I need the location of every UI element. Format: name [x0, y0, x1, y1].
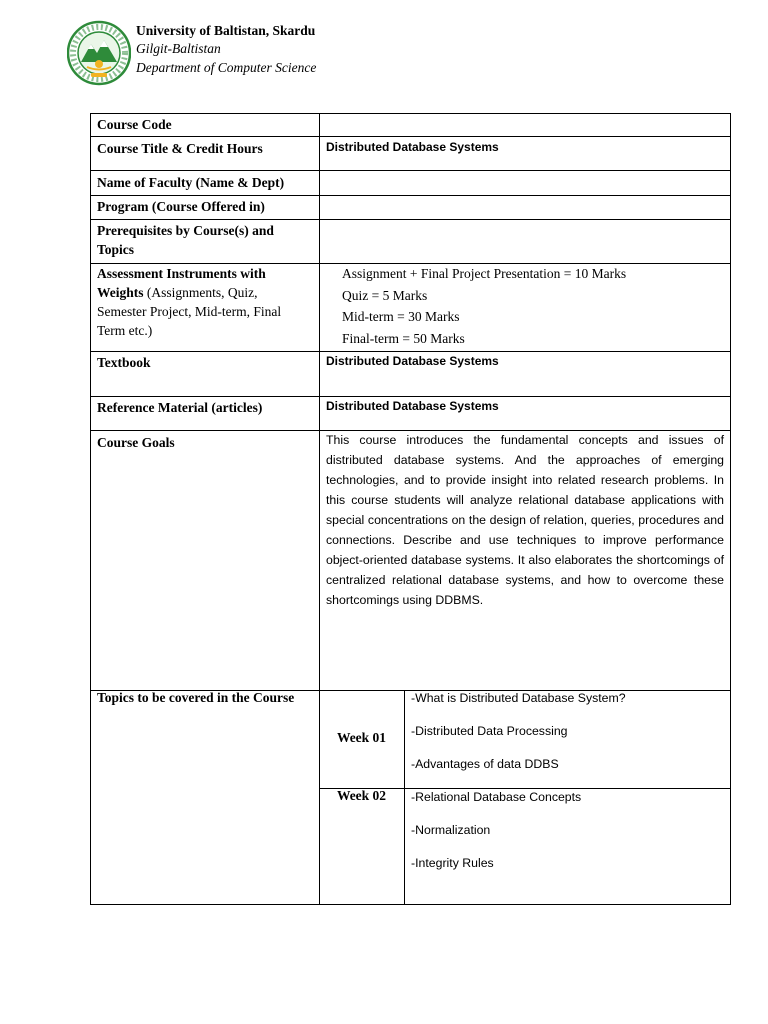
- assessment-label: [97, 264, 281, 340]
- textbook-label: Textbook: [97, 355, 151, 370]
- faculty-label: Name of Faculty (Name & Dept): [97, 175, 285, 190]
- assessment-label-line: [97, 283, 281, 302]
- row-divider: [90, 195, 731, 196]
- table-border-line: [90, 904, 731, 905]
- topic-item: -Normalization: [411, 823, 491, 837]
- course-code-label: Course Code: [97, 117, 172, 132]
- row-divider: [90, 396, 731, 397]
- topic-item: -Integrity Rules: [411, 856, 494, 870]
- row-divider: [90, 136, 731, 137]
- prerequisites-label-line: Topics: [97, 242, 135, 257]
- university-region: Gilgit-Baltistan: [136, 41, 221, 56]
- textbook-value: Distributed Database Systems: [326, 354, 499, 368]
- assessment-item: Mid-term = 30 Marks: [342, 309, 460, 324]
- course-goals-label: Course Goals: [97, 435, 175, 450]
- column-divider: [319, 113, 320, 905]
- assessment-item: Final-term = 50 Marks: [342, 330, 465, 346]
- topic-item: -Distributed Data Processing: [411, 724, 568, 738]
- week-column-divider: [404, 690, 405, 905]
- course-title-label: Course Title & Credit Hours: [97, 141, 263, 156]
- program-label: Program (Course Offered in): [97, 199, 265, 214]
- row-divider: [90, 351, 731, 352]
- assessment-label-weights: Weights: [97, 285, 144, 300]
- course-goals-text: This course introduces the fundamental concepts and issues of distributed database systems. And the approaches of emerging technologies, and to provide insight into related research problems. In this course students will analyze relational database applications with special concentrations on the design of relation, queries, procedures and connections. Describe and use techniques to improve performance object-oriented database systems. It also elaborates the shortcomings of centralized relational database systems, and how to overcome these shortcomings using DDBMS.: [326, 433, 724, 607]
- reference-value: Distributed Database Systems: [326, 399, 499, 413]
- course-title-value: Distributed Database Systems: [326, 140, 499, 154]
- assessment-label-line: Assessment Instruments with: [97, 266, 266, 281]
- assessment-item: Quiz = 5 Marks: [342, 287, 428, 303]
- assessment-label-line: Term etc.): [97, 323, 153, 338]
- topics-label: Topics to be covered in the Course: [97, 690, 295, 705]
- course-outline-table: [90, 113, 731, 905]
- prerequisites-label: [97, 221, 274, 259]
- table-border-line: [90, 113, 731, 114]
- assessment-item: Assignment + Final Project Presentation = 10 Marks: [342, 266, 627, 281]
- topic-item: -Advantages of data DDBS: [411, 757, 559, 771]
- document-header: [0, 0, 768, 100]
- reference-label: Reference Material (articles): [97, 400, 263, 415]
- university-name: University of Baltistan, Skardu: [136, 23, 316, 38]
- topic-item: -Relational Database Concepts: [411, 790, 582, 804]
- assessment-label-detail: (Assignments, Quiz,: [143, 285, 258, 300]
- prerequisites-label-line: Prerequisites by Course(s) and: [97, 223, 274, 238]
- assessment-weights-list: [342, 263, 626, 349]
- week-02-label: Week 02: [336, 788, 387, 803]
- department-name: Department of Computer Science: [136, 60, 317, 75]
- assessment-label-line: Semester Project, Mid-term, Final: [97, 304, 282, 319]
- row-divider: [90, 219, 731, 220]
- week-01-label: Week 01: [336, 730, 387, 745]
- university-seal-logo: [67, 20, 131, 86]
- table-border-line: [90, 113, 91, 905]
- topic-item: -What is Distributed Database System?: [411, 691, 626, 705]
- table-border-line: [730, 113, 731, 905]
- row-divider: [90, 170, 731, 171]
